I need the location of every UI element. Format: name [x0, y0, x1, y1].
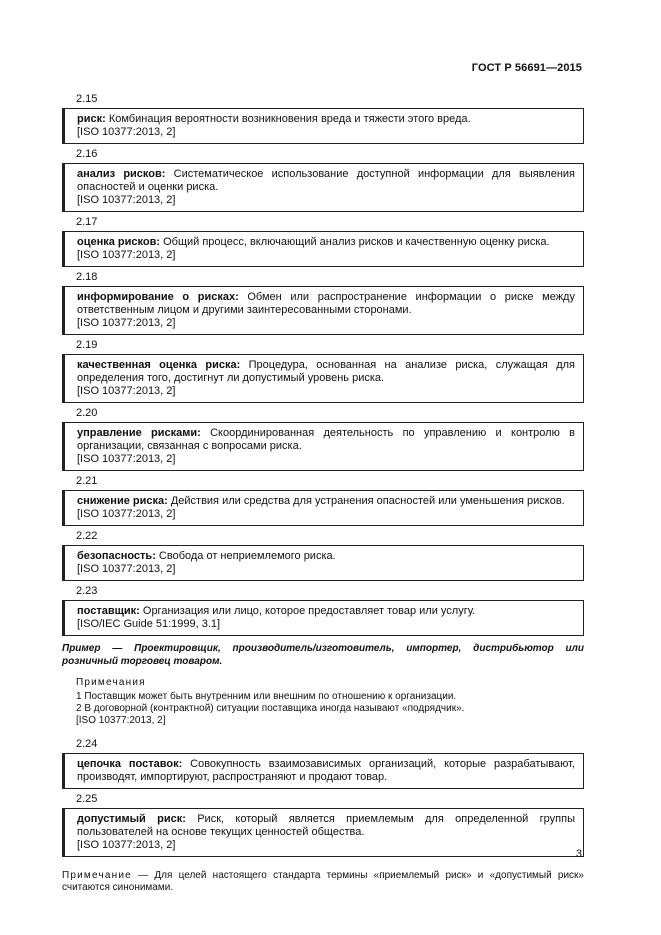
term-source: [ISO 10377:2013, 2] — [77, 126, 176, 138]
term-definition: Систематическое использование доступной информации для выявления опасностей и оценки риска. — [77, 168, 575, 193]
term-name: цепочка поставок: — [77, 758, 183, 770]
term-entry — [62, 163, 584, 212]
term-source: [ISO 10377:2013, 2] — [77, 385, 176, 397]
term-name: безопасность: — [77, 550, 156, 562]
term-entry — [62, 545, 584, 581]
term-entry — [62, 753, 584, 789]
term-definition: Скоординированная деятельность по управлению и контролю в организации, связанная с вопросами риска. — [77, 427, 575, 452]
final-note-text: — Для целей настоящего стандарта термины «приемлемый риск» и «допустимый риск» считаются синонимами. — [62, 870, 584, 893]
notes-block — [62, 677, 584, 727]
note-item: 2 В договорной (контрактной) ситуации поставщика иногда называют «подрядчик». — [76, 703, 465, 714]
term-number: 2.19 — [76, 339, 98, 351]
term-name: риск: — [77, 113, 106, 125]
document-code: ГОСТ Р 56691—2015 — [471, 62, 582, 74]
term-number: 2.15 — [76, 93, 98, 105]
term-source: [ISO/IEC Guide 51:1999, 3.1] — [77, 618, 221, 630]
term-source: [ISO 10377:2013, 2] — [77, 194, 176, 206]
term-definition: Комбинация вероятности возникновения вреда и тяжести этого вреда. — [105, 113, 471, 125]
term-source: [ISO 10377:2013, 2] — [77, 508, 176, 520]
note-item: 1 Поставщик может быть внутренним или внешним по отношению к организации. — [76, 691, 457, 702]
term-number: 2.20 — [76, 407, 98, 419]
term-definition: Свобода от неприемлемого риска. — [155, 550, 336, 562]
term-name: допустимый риск: — [77, 813, 186, 825]
term-entry — [62, 490, 584, 526]
term-name: информирование о рисках: — [77, 291, 239, 303]
notes-title: Примечания — [76, 677, 146, 688]
term-definition: Совокупность взаимозависимых организаций, которые разрабатывают, производят, импортируют, распространяют и продают товар. — [77, 758, 575, 783]
term-name: анализ рисков: — [77, 168, 166, 180]
term-name: управление рисками: — [77, 427, 201, 439]
term-name: снижение риска: — [77, 495, 168, 507]
term-entry — [62, 354, 584, 403]
term-definition: Организация или лицо, которое предоставляет товар или услугу. — [139, 605, 476, 617]
term-entry — [62, 108, 584, 144]
term-entry — [62, 231, 584, 267]
term-definition: Действия или средства для устранения опасностей или уменьшения рисков. — [167, 495, 565, 507]
page-number: 3 — [575, 848, 582, 860]
term-name: оценка рисков: — [77, 236, 161, 248]
term-source: [ISO 10377:2013, 2] — [77, 453, 176, 465]
terms-section — [62, 93, 584, 894]
example-lead: Пример — — [62, 643, 123, 654]
term-number: 2.16 — [76, 148, 98, 160]
term-definition: Риск, который является приемлемым для определенной группы пользователей на основе текущих ценностей общества. — [77, 813, 575, 838]
example-text: Проектировщик, производитель/изготовитель, импортер, дистрибьютор или розничный торговец товаром. — [62, 643, 584, 667]
term-entry — [62, 286, 584, 335]
term-number: 2.23 — [76, 585, 98, 597]
term-source: [ISO 10377:2013, 2] — [77, 249, 176, 261]
term-name: поставщик: — [77, 605, 140, 617]
term-number: 2.18 — [76, 271, 98, 283]
term-definition: Обмен или распространение информации о риске между ответственным лицом и другими заинтересованными сторонами. — [77, 291, 575, 316]
final-note-lead: Примечание — [62, 870, 132, 881]
term-name: качественная оценка риска: — [77, 359, 241, 371]
term-number: 2.21 — [76, 475, 98, 487]
note-item: [ISO 10377:2013, 2] — [76, 715, 166, 726]
term-number: 2.25 — [76, 793, 98, 805]
example-paragraph — [62, 642, 584, 668]
term-entry — [62, 422, 584, 471]
term-definition: Процедура, основанная на анализе риска, служащая для определения того, достигнут ли допустимый уровень риска. — [77, 359, 576, 384]
final-note — [62, 870, 584, 894]
term-source: [ISO 10377:2013, 2] — [77, 563, 176, 575]
term-source: [ISO 10377:2013, 2] — [77, 839, 176, 851]
term-definition: Общий процесс, включающий анализ рисков и качественную оценку риска. — [160, 236, 550, 248]
term-number: 2.24 — [76, 738, 98, 750]
term-entry — [62, 600, 584, 636]
term-source: [ISO 10377:2013, 2] — [77, 317, 176, 329]
term-number: 2.17 — [76, 216, 98, 228]
term-number: 2.22 — [76, 530, 98, 542]
term-entry — [62, 808, 584, 857]
